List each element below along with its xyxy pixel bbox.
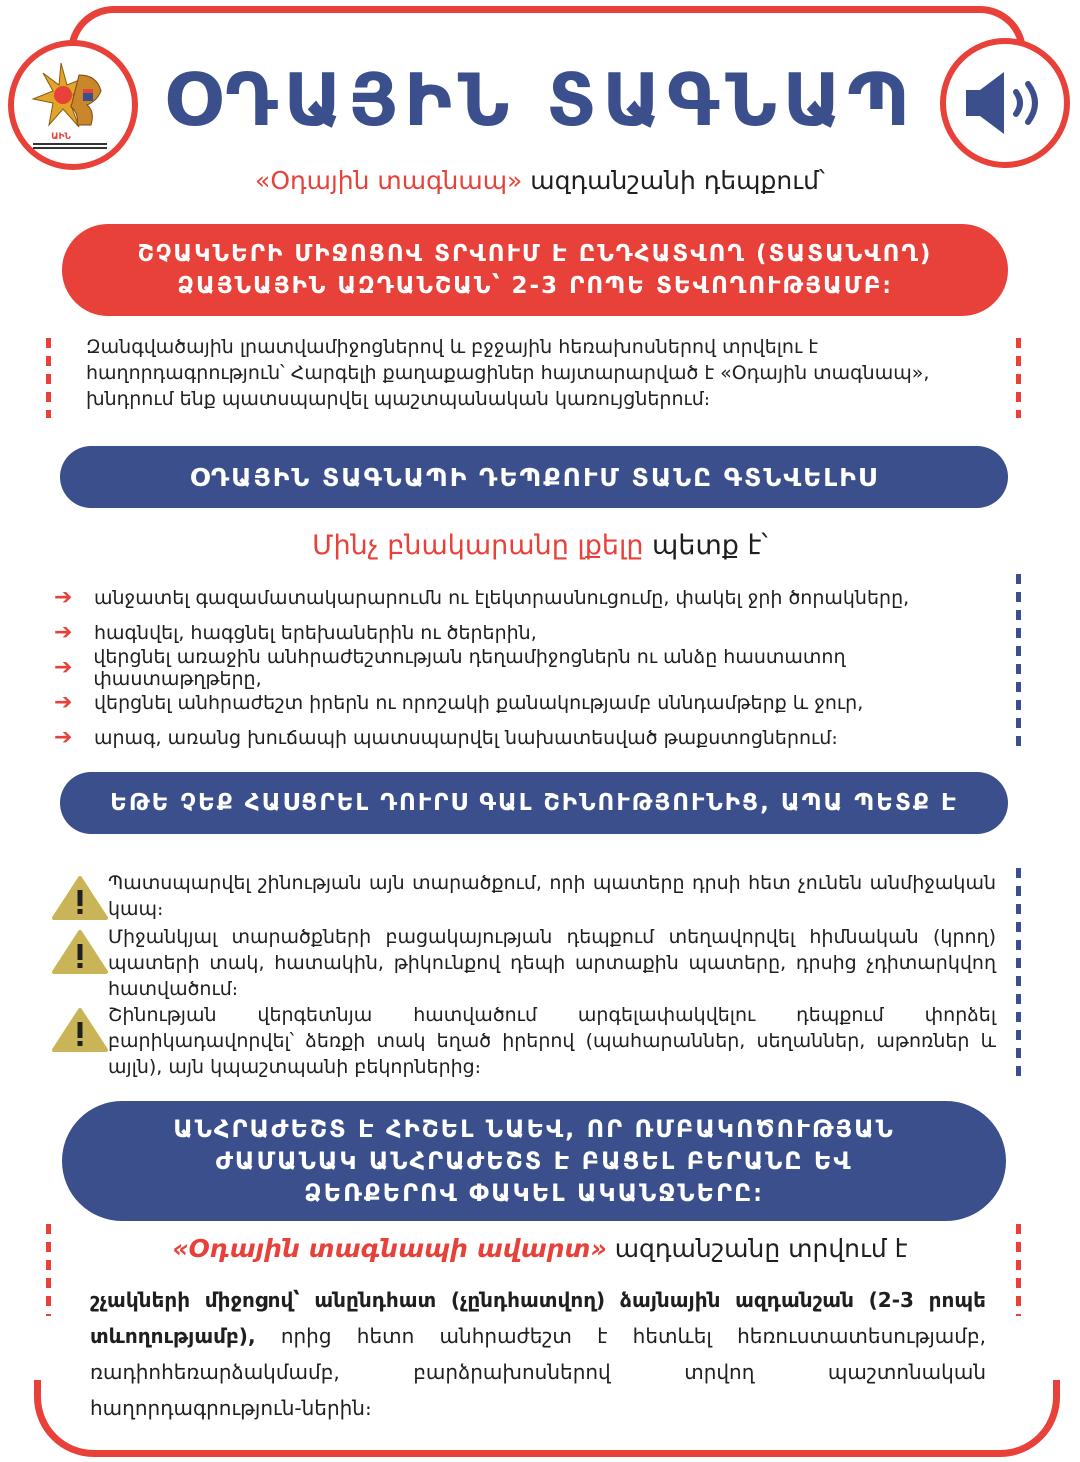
- logo-text: ԱԻՆ: [51, 132, 71, 142]
- siren-banner-line-1: ՇՉԱԿՆԵՐԻ ՄԻՋՈՑՈՎ ՏՐՎՈՒՄ Է ԸՆԴՀԱՏՎՈՂ (ՏԱՏԱՆՎՈՂ): [137, 241, 933, 267]
- cannot-leave-banner: ԵԹԵ ՉԵՔ ՀԱՍՑՐԵԼ ԴՈՒՐՍ ԳԱԼ ՇԻՆՈՒԹՅՈՒՆԻՑ, ԱՊԱ ՊԵՏՔ Է: [60, 772, 1008, 834]
- all-clear-quoted: «Օդային տագնապի ավարտ»: [172, 1234, 607, 1263]
- warning-item: [52, 870, 996, 922]
- alert-subtitle: [0, 166, 1080, 195]
- remember-banner-line-3: ՁԵՌՔԵՐՈՎ ՓԱԿԵԼ ԱԿԱՆՋՆԵՐԸ։: [304, 1179, 764, 1207]
- list-item: [54, 645, 1004, 690]
- list-item: [54, 720, 1004, 755]
- speaker-badge: [940, 38, 1070, 168]
- speaker-volume-icon: [962, 68, 1048, 138]
- remember-banner: [62, 1101, 1006, 1221]
- page-title: ՕԴԱՅԻՆ ՏԱԳՆԱՊ: [164, 58, 916, 142]
- logo-badge: [8, 40, 138, 170]
- arrow-icon: ➔: [54, 655, 73, 680]
- decorative-dash-left-1: [46, 338, 51, 418]
- remember-banner-line-1: ԱՆՀՐԱԺԵՇՏ Է ՀԻՇԵԼ ՆԱԵՎ, ՈՐ ՌՄԲԱԿՈԾՈՒԹՅԱՆ: [173, 1115, 895, 1143]
- arrow-icon: ➔: [54, 725, 73, 750]
- decorative-dash-right-2: [1016, 574, 1021, 752]
- warning-icon: [52, 930, 108, 974]
- list-item-text: հագնվել, հագցնել երեխաներին ու ծերերին,: [94, 621, 537, 644]
- remember-banner-line-2: ԺԱՄԱՆԱԿ ԱՆՀՐԱԺԵՇՏ Է ԲԱՑԵԼ ԲԵՐԱՆԸ ԵՎ: [215, 1147, 853, 1175]
- before-leaving-red: Մինչ բնակարանը լքելը: [312, 530, 644, 561]
- before-leaving-rest: պետք է՝: [643, 530, 768, 561]
- list-item-text: անջատել գազամատակարարումն ու էլեկտրասնուցումը, փակել ջրի ծորակները,: [94, 586, 910, 609]
- all-clear-rest: ազդանշանը տրվում է: [606, 1234, 908, 1263]
- decorative-dash-right-1: [1016, 338, 1021, 418]
- list-item-text: վերցնել անհրաժեշտ իրերն ու որոշակի քանակությամբ սննդամթերք և ջուր,: [94, 691, 864, 714]
- all-clear-paragraph: [90, 1282, 986, 1426]
- list-item: [54, 580, 1004, 615]
- warning-text: Պատսպարվել շինության այն տարածքում, որի պատերը դրսի հետ չունեն անմիջական կապ։: [108, 872, 996, 920]
- all-clear-bold-text: շչակների միջոցով՝ անընդհատ (չընդհատվող) ձայնային ազդանշան (2-3 րոպե տևողությամբ),: [90, 1288, 986, 1348]
- emergency-ministry-emblem-icon: [23, 55, 123, 155]
- before-leaving-heading: [0, 530, 1080, 561]
- warning-text: Միջանկյալ տարածքների բացակայության դեպքում տեղավորվել հիմնական (կրող) պատերի տակ, հատակին, թիկունքով դեպի արտաքին պատերը, դրսից չդիտարկվող հատվածում։: [108, 926, 996, 1000]
- warning-icon: [52, 1008, 108, 1052]
- list-item-text: վերցնել առաջին անհրաժեշտության դեղամիջոցներն ու անձը հաստատող փաստաթղթերը,: [93, 645, 846, 690]
- checklist: [54, 580, 1004, 755]
- siren-signal-banner: [62, 224, 1008, 316]
- list-item: [54, 685, 1004, 720]
- siren-banner-line-2: ՁԱՅՆԱՅԻՆ ԱԶԴԱՆՇԱՆ՝ 2-3 ՐՈՊԵ ՏԵՎՈՂՈՒԹՅԱՄԲ։: [177, 273, 893, 299]
- all-clear-heading: [0, 1234, 1080, 1263]
- warning-item: [52, 924, 996, 1002]
- warning-icon: [52, 876, 108, 920]
- warning-item: [52, 1002, 996, 1080]
- subtitle-rest: ազդանշանի դեպքում՝: [522, 166, 825, 195]
- decorative-dash-right-3: [1016, 868, 1021, 1080]
- arrow-icon: ➔: [54, 620, 73, 645]
- at-home-banner: ՕԴԱՅԻՆ ՏԱԳՆԱՊԻ ԴԵՊՔՈՒՄ ՏԱՆԸ ԳՏՆՎԵԼԻՍ: [60, 446, 1008, 508]
- intro-paragraph: Զանգվածային լրատվամիջոցներով և բջջային հեռախոսներով տրվելու է հաղորդագրություն՝ Հարգելի քաղաքացիներ հայտարարված է «Օդային տագնապ», խնդրում ենք պատսպարվել պաշտպանական կառույցներում։: [86, 336, 930, 410]
- subtitle-quoted: «Օդային տագնապ»: [255, 166, 523, 195]
- all-clear-rest-text: որից հետո անհրաժեշտ է հետևել հեռուստատեսությամբ, ռադիոհեռարձակմամբ, բարձրախոսներով տրվող պաշտոնական հաղորդագրություն-ներին։: [90, 1324, 986, 1420]
- arrow-icon: ➔: [54, 690, 73, 715]
- list-item-text: արագ, առանց խուճապի պատսպարվել նախատեսված թաքստոցներում։: [94, 726, 838, 749]
- warning-text: Շինության վերգետնյա հատվածում արգելափակվելու դեպքում փորձել բարիկադավորվել՝ ձեռքի տակ եղած իրերով (պահարաններ, սեղաններ, աթոռներ և այլն), այն կպաշտպանի բեկորներից։: [108, 1004, 996, 1078]
- arrow-icon: ➔: [54, 585, 73, 610]
